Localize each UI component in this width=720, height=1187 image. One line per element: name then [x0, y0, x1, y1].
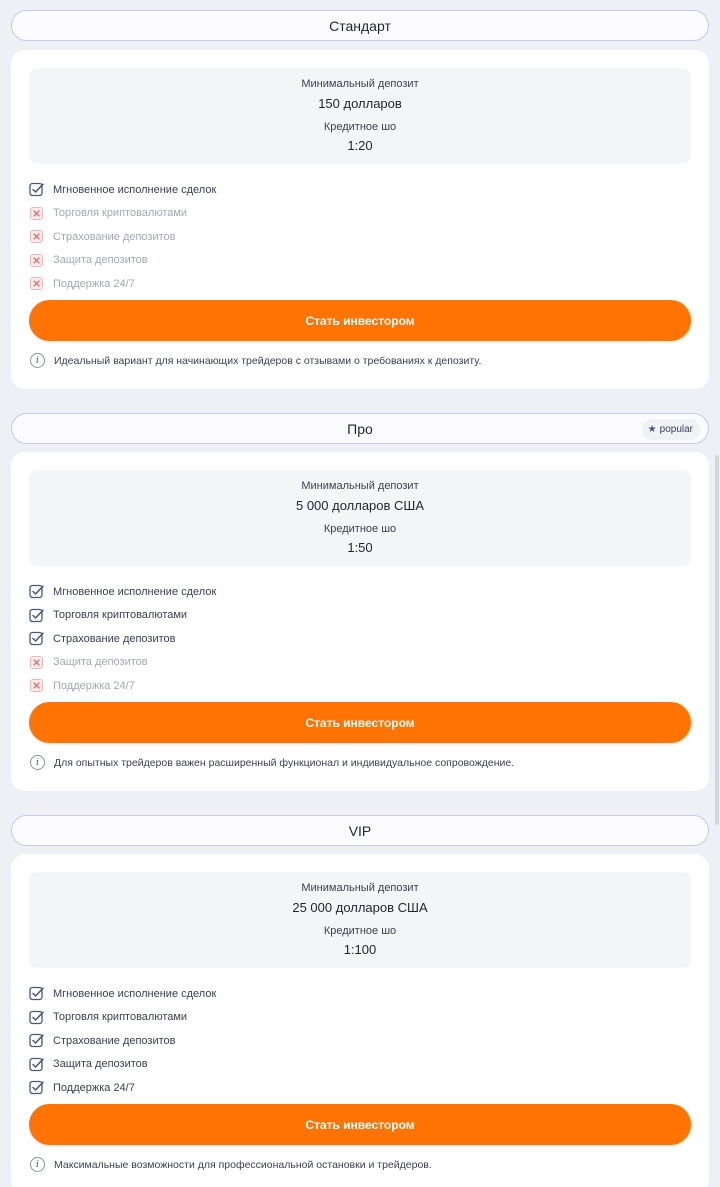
info-icon: i: [30, 1157, 45, 1172]
min-deposit-value: 150 долларов: [318, 96, 402, 111]
popular-badge: [642, 419, 700, 440]
scrollbar-thumb[interactable]: [715, 455, 719, 825]
deposit-summary: [29, 872, 691, 968]
plan-card: [11, 452, 709, 791]
feature-label: Поддержка 24/7: [53, 1081, 135, 1094]
leverage-label: Кредитное шо: [323, 925, 397, 937]
feature-label: Страхование депозитов: [53, 230, 176, 243]
scrollbar[interactable]: [714, 455, 720, 825]
feature-list: [29, 982, 689, 1100]
feature-label: Торговля криптовалютами: [53, 1011, 188, 1024]
plan-name: Стандарт: [329, 17, 391, 34]
become-investor-button[interactable]: Стать инвестором: [29, 702, 691, 743]
feature-label: Торговля криптовалютами: [53, 609, 188, 622]
check-square-icon: [29, 1033, 44, 1048]
plan-header-tab[interactable]: [11, 413, 709, 444]
min-deposit-label: Минимальный депозит: [301, 480, 419, 492]
check-square-icon: [29, 1010, 44, 1025]
check-square-icon: [29, 1080, 44, 1095]
x-square-icon: [29, 655, 44, 670]
plan-note: [29, 1157, 432, 1172]
plan-name: Про: [347, 420, 373, 437]
become-investor-button[interactable]: Стать инвестором: [29, 300, 691, 341]
feature-item: [29, 178, 689, 202]
plan-header-tab[interactable]: [11, 815, 709, 846]
min-deposit-value: 5 000 долларов США: [295, 498, 425, 513]
become-investor-button[interactable]: Стать инвестором: [29, 1104, 691, 1145]
leverage-label: Кредитное шо: [323, 121, 397, 133]
feature-item: [29, 202, 689, 226]
feature-item: [29, 674, 689, 698]
feature-label: Мгновенное исполнение сделок: [53, 183, 217, 196]
plan-header-tab[interactable]: [11, 10, 709, 41]
feature-item: [29, 627, 689, 651]
check-square-icon: [29, 1057, 44, 1072]
feature-item: [29, 651, 689, 675]
plan-note: [29, 755, 514, 770]
feature-list: [29, 580, 689, 698]
x-square-icon: [29, 229, 44, 244]
info-icon: i: [30, 353, 45, 368]
check-square-icon: [29, 608, 44, 623]
deposit-summary: [29, 470, 691, 566]
plan-card: [11, 50, 709, 389]
plan-name: VIP: [348, 822, 372, 839]
feature-item: [29, 225, 689, 249]
deposit-summary: [29, 68, 691, 164]
x-square-icon: [29, 253, 44, 268]
feature-label: Мгновенное исполнение сделок: [53, 987, 217, 1000]
feature-list: [29, 178, 689, 296]
feature-item: [29, 604, 689, 628]
feature-item: [29, 272, 689, 296]
feature-label: Защита депозитов: [53, 656, 148, 669]
check-square-icon: [29, 182, 44, 197]
leverage-value: 1:20: [347, 138, 373, 153]
x-square-icon: [29, 678, 44, 693]
feature-item: [29, 1076, 689, 1100]
feature-label: Защита депозитов: [53, 1058, 148, 1071]
star-icon: ★: [647, 424, 657, 435]
x-square-icon: [29, 206, 44, 221]
check-square-icon: [29, 986, 44, 1001]
feature-item: [29, 1053, 689, 1077]
popular-badge-label: popular: [659, 424, 693, 435]
plan-card: [11, 854, 709, 1187]
feature-item: [29, 1006, 689, 1030]
leverage-value: 1:100: [343, 942, 377, 957]
plan-note-text: Идеальный вариант для начинающих трейдеров с отзывами о требованиях к депозиту.: [54, 354, 482, 367]
check-square-icon: [29, 584, 44, 599]
feature-item: [29, 982, 689, 1006]
check-square-icon: [29, 631, 44, 646]
x-square-icon: [29, 276, 44, 291]
plan-note-text: Максимальные возможности для профессиональной остановки и трейдеров.: [54, 1158, 432, 1171]
feature-label: Торговля криптовалютами: [53, 207, 188, 220]
feature-label: Страхование депозитов: [53, 632, 176, 645]
min-deposit-value: 25 000 долларов США: [292, 900, 428, 915]
feature-item: [29, 249, 689, 273]
min-deposit-label: Минимальный депозит: [301, 882, 419, 894]
feature-item: [29, 580, 689, 604]
feature-item: [29, 1029, 689, 1053]
plan-note-text: Для опытных трейдеров важен расширенный функционал и индивидуальное сопровождение.: [54, 756, 515, 769]
feature-label: Поддержка 24/7: [53, 679, 135, 692]
plan-note: [29, 353, 481, 368]
min-deposit-label: Минимальный депозит: [301, 78, 419, 90]
leverage-value: 1:50: [347, 540, 373, 555]
feature-label: Мгновенное исполнение сделок: [53, 585, 217, 598]
feature-label: Защита депозитов: [53, 254, 148, 267]
leverage-label: Кредитное шо: [323, 523, 397, 535]
feature-label: Поддержка 24/7: [53, 277, 135, 290]
feature-label: Страхование депозитов: [53, 1034, 176, 1047]
info-icon: i: [30, 755, 45, 770]
